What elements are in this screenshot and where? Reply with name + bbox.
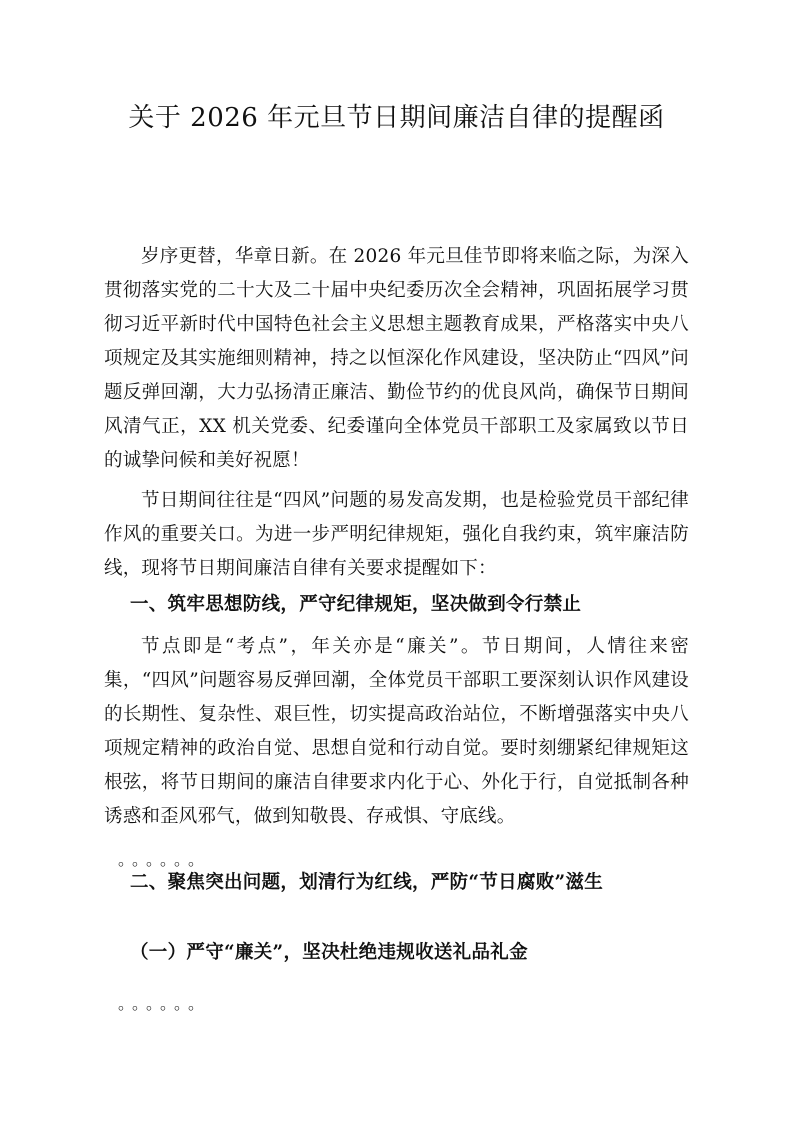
section-heading-2: 二、聚焦突出问题，划清行为红线，严防“节日腐败”滋生 bbox=[130, 872, 604, 893]
section-heading-1: 一、筑牢思想防线，严守纪律规矩，坚决做到令行禁止 bbox=[130, 594, 582, 615]
subsection-heading-2-1: （一）严守“廉关”，坚决杜绝违规收送礼品礼金 bbox=[130, 942, 528, 963]
omission-marks: 。。。。。。 bbox=[118, 994, 211, 1013]
body-paragraph-greeting: 岁序更替，华章日新。在 2026 年元旦佳节即将来临之际，为深入贯彻落实党的二十大及二十届中央纪委历次全会精神，巩固拓展学习贯彻习近平新时代中国特色社会主义思想主题教育成果，严格落实中央八项规定及其实施细则精神，持之以恒深化作风建设，坚决防止“四风”问题反弹回潮，大力弘扬清正廉洁、勤俭节约的优良风尚，确保节日期间风清气正，XX 机关党委、纪委谨向全体党员干部职工及家属致以节日的诚挚问候和美好祝愿！ bbox=[104, 246, 689, 471]
body-paragraph-intro: 节日期间往往是“四风”问题的易发高发期，也是检验党员干部纪律作风的重要关口。为进一步严明纪律规矩，强化自我约束，筑牢廉洁防线，现将节日期间廉洁自律有关要求提醒如下： bbox=[104, 490, 689, 579]
omission-marks: 。。。。。。 bbox=[118, 850, 211, 869]
body-paragraph-section-1: 节点即是“考点”，年关亦是“廉关”。节日期间，人情往来密集，“四风”问题容易反弹回潮，全体党员干部职工要深刻认识作风建设的长期性、复杂性、艰巨性，切实提高政治站位，不断增强落实中央八项规定精神的政治自觉、思想自觉和行动自觉。要时刻绷紧纪律规矩这根弦，将节日期间的廉洁自律要求内化于心、外化于行，自觉抵制各种诱惑和歪风邪气，做到知敬畏、存戒惧、守底线。 bbox=[104, 636, 689, 827]
document-title: 关于 2026 年元旦节日期间廉洁自律的提醒函 bbox=[128, 103, 665, 133]
